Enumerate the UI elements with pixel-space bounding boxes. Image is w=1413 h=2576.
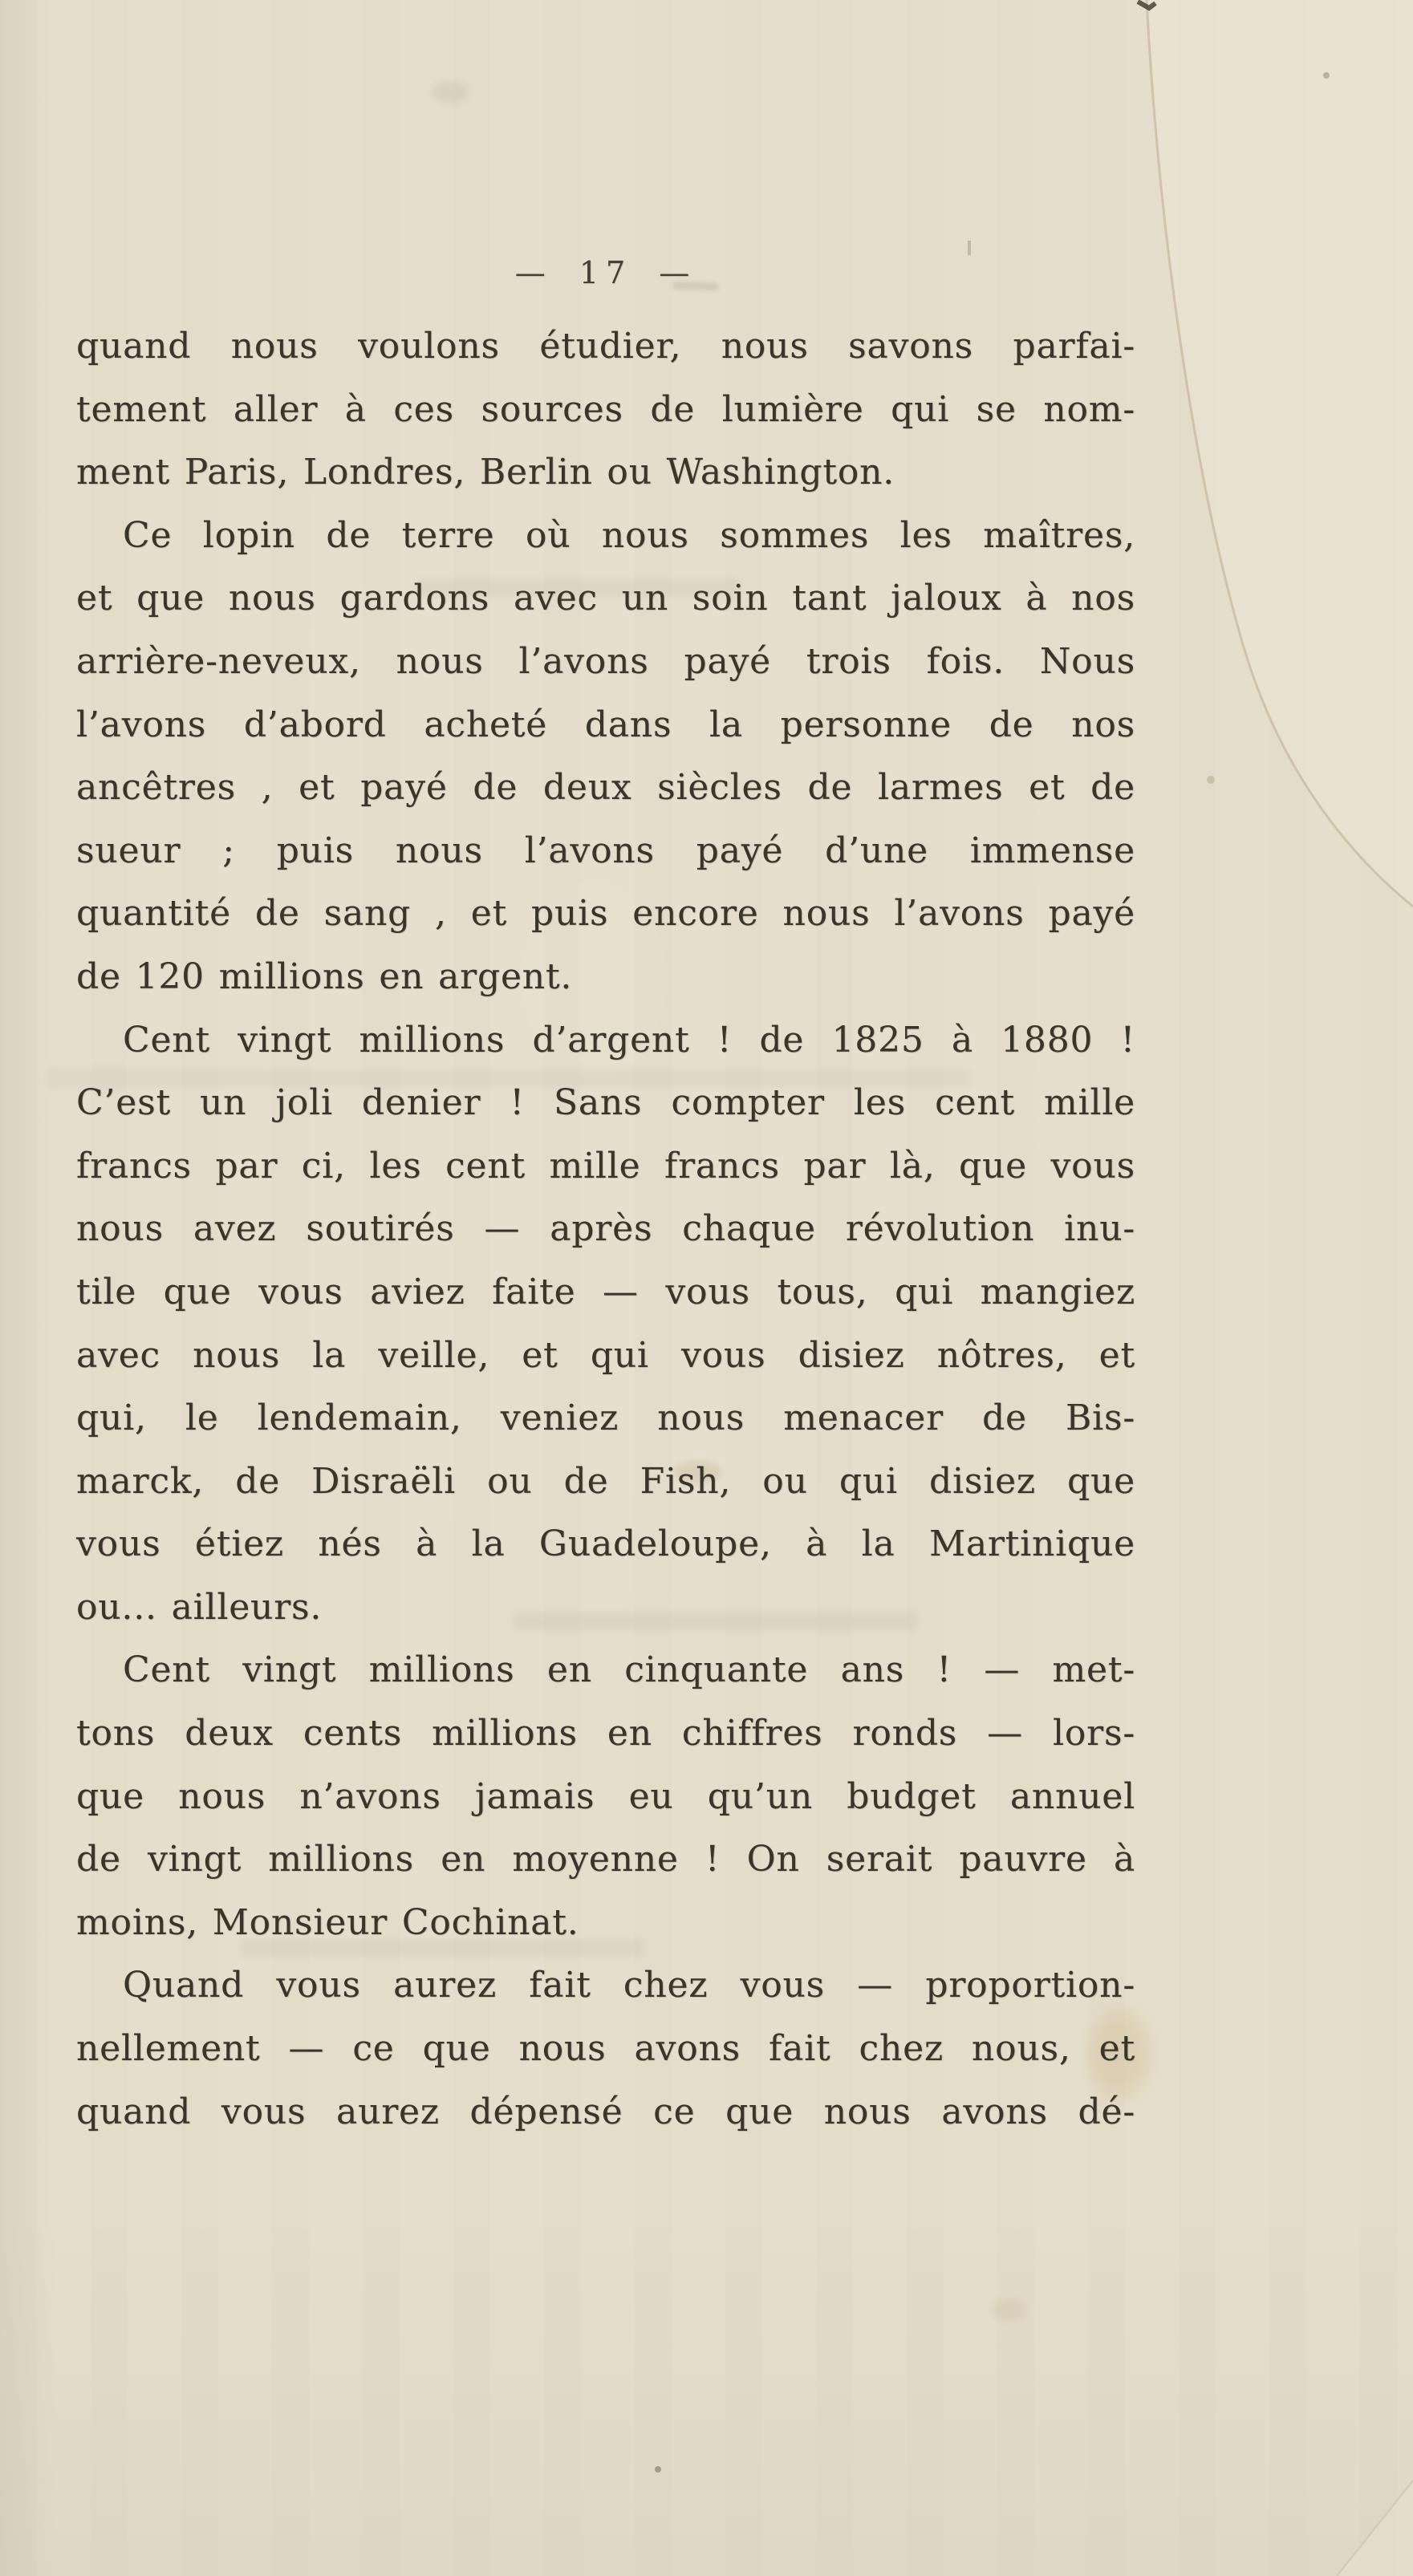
text-line: nellement — ce que nous avons fait chez nous, et <box>76 2028 1135 2070</box>
text-line: et que nous gardons avec un soin tant jaloux à nos <box>76 578 1135 619</box>
ink-speck <box>655 2466 661 2473</box>
page-crease <box>1147 0 1413 907</box>
ink-speck <box>968 241 971 255</box>
stain <box>432 81 467 103</box>
ink-nick <box>1138 2 1155 8</box>
text-line: marck, de Disraëli ou de Fish, ou qui disiez que <box>76 1460 1135 1502</box>
text-line: Cent vingt millions d’argent ! de 1825 à 1880 ! <box>123 1019 1135 1061</box>
text-line: arrière-neveux, nous l’avons payé trois fois. Nous <box>76 640 1135 682</box>
text-line: de 120 millions en argent. <box>76 955 573 997</box>
text-line: ment Paris, Londres, Berlin ou Washington. <box>76 452 895 493</box>
text-line: ou... ailleurs. <box>76 1586 323 1628</box>
text-line: Ce lopin de terre où nous sommes les maîtres, <box>123 514 1135 556</box>
corner-fore-edge <box>1337 2481 1413 2576</box>
text-line: quand vous aurez dépensé ce que nous avons dé- <box>76 2091 1135 2132</box>
text-line: sueur ; puis nous l’avons payé d’une immense <box>76 830 1135 871</box>
corner-crease <box>1337 2481 1413 2576</box>
text-line: C’est un joli denier ! Sans compter les cent mille <box>76 1082 1135 1124</box>
text-line: Quand vous aurez fait chez vous — proportion- <box>123 1965 1135 2006</box>
text-line: Cent vingt millions en cinquante ans ! — met- <box>123 1649 1135 1691</box>
ink-speck <box>1323 72 1330 79</box>
text-line: tons deux cents millions en chiffres ronds — lors- <box>76 1713 1135 1755</box>
page-number: — 17 — <box>514 255 697 290</box>
text-line: nous avez soutirés — après chaque révolution inu- <box>76 1208 1135 1250</box>
text-line: quantité de sang , et puis encore nous l’avons payé <box>76 893 1135 935</box>
text-line: francs par ci, les cent mille francs par là, que vous <box>76 1145 1135 1187</box>
stain <box>992 2298 1027 2321</box>
text-line: l’avons d’abord acheté dans la personne de nos <box>76 704 1135 745</box>
text-line: tement aller à ces sources de lumière qui se nom- <box>76 388 1135 430</box>
text-line: ancêtres , et payé de deux siècles de larmes et de <box>76 767 1135 809</box>
text-line: tile que vous aviez faite — vous tous, qui mangiez <box>76 1271 1135 1312</box>
text-line: qui, le lendemain, veniez nous menacer de Bis- <box>76 1398 1135 1439</box>
text-line: de vingt millions en moyenne ! On serait pauvre à <box>76 1839 1135 1880</box>
page-fore-edge <box>1147 0 1413 907</box>
text-line: quand nous voulons étudier, nous savons parfai- <box>76 326 1135 367</box>
ink-speck <box>1207 776 1215 784</box>
text-line: vous étiez nés à la Guadeloupe, à la Martinique <box>76 1523 1135 1565</box>
body-text <box>76 315 1135 2144</box>
text-line: avec nous la veille, et qui vous disiez nôtres, et <box>76 1334 1135 1376</box>
text-line: moins, Monsieur Cochinat. <box>76 1901 579 1943</box>
text-line: que nous n’avons jamais eu qu’un budget annuel <box>76 1775 1135 1817</box>
